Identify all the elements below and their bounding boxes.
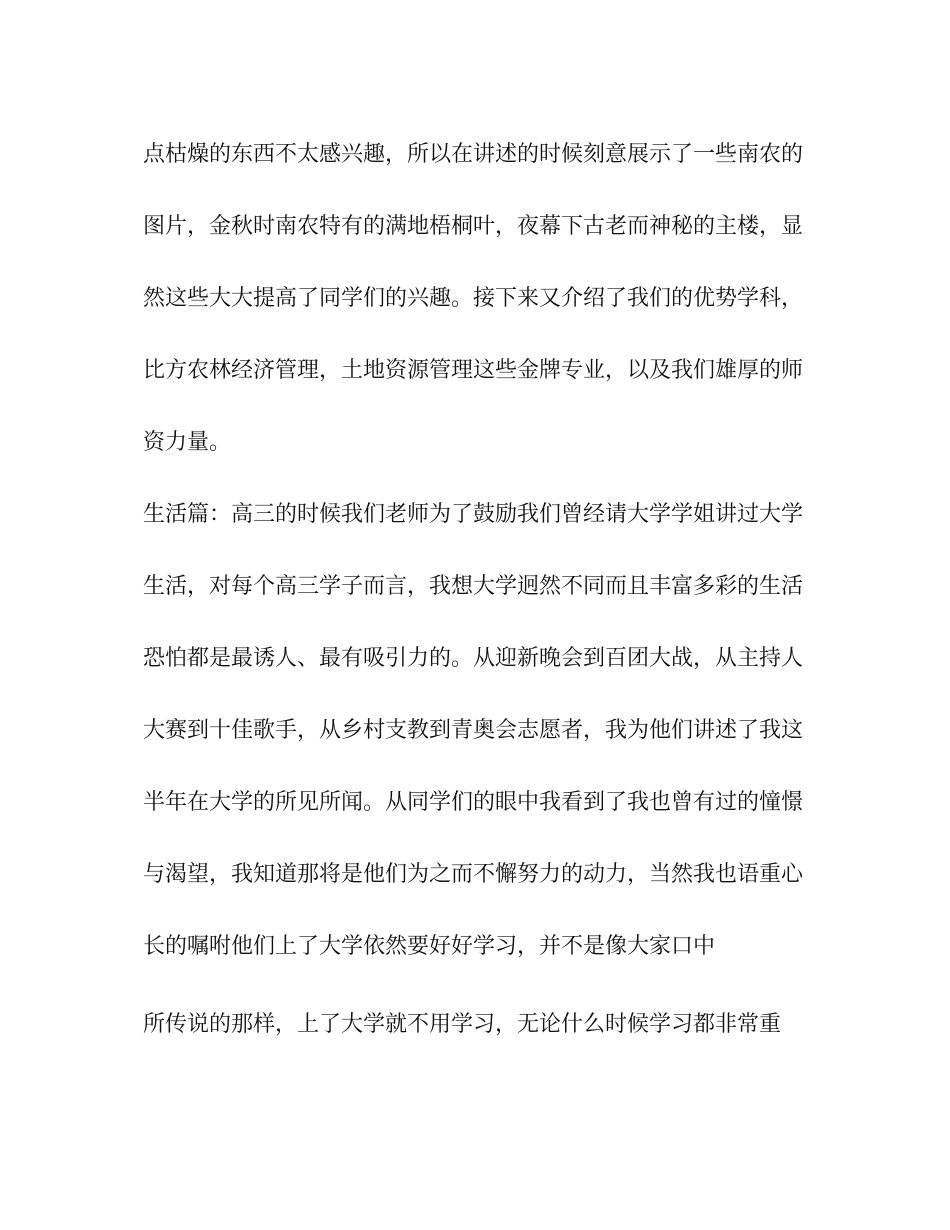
text-line: 点枯燥的东西不太感兴趣，所以在讲述的时候刻意展示了一些南农的 xyxy=(143,142,804,167)
text-line: 半年在大学的所见所闻。从同学们的眼中我看到了我也曾有过的憧憬 xyxy=(143,790,804,815)
text-line: 所传说的那样，上了大学就不用学习，无论什么时候学习都非常重 xyxy=(143,1012,782,1037)
text-line: 然这些大大提高了同学们的兴趣。接下来又介绍了我们的优势学科， xyxy=(143,286,804,311)
text-line: 图片，金秋时南农特有的满地梧桐叶，夜幕下古老而神秘的主楼，显 xyxy=(143,214,804,239)
text-line: 与渴望，我知道那将是他们为之而不懈努力的动力，当然我也语重心 xyxy=(143,862,804,887)
text-line: 长的嘱咐他们上了大学依然要好好学习，并不是像大家口中 xyxy=(143,934,716,959)
text-line: 大赛到十佳歌手，从乡村支教到青奥会志愿者，我为他们讲述了我这 xyxy=(143,718,804,743)
text-line: 恐怕都是最诱人、最有吸引力的。从迎新晚会到百团大战，从主持人 xyxy=(143,646,804,671)
text-line: 生活篇：高三的时候我们老师为了鼓励我们曾经请大学学姐讲过大学 xyxy=(143,502,804,527)
text-line: 生活，对每个高三学子而言，我想大学迥然不同而且丰富多彩的生活 xyxy=(143,574,804,599)
text-line: 资力量。 xyxy=(143,430,232,455)
text-line: 比方农林经济管理，土地资源管理这些金牌专业，以及我们雄厚的师 xyxy=(143,358,804,383)
